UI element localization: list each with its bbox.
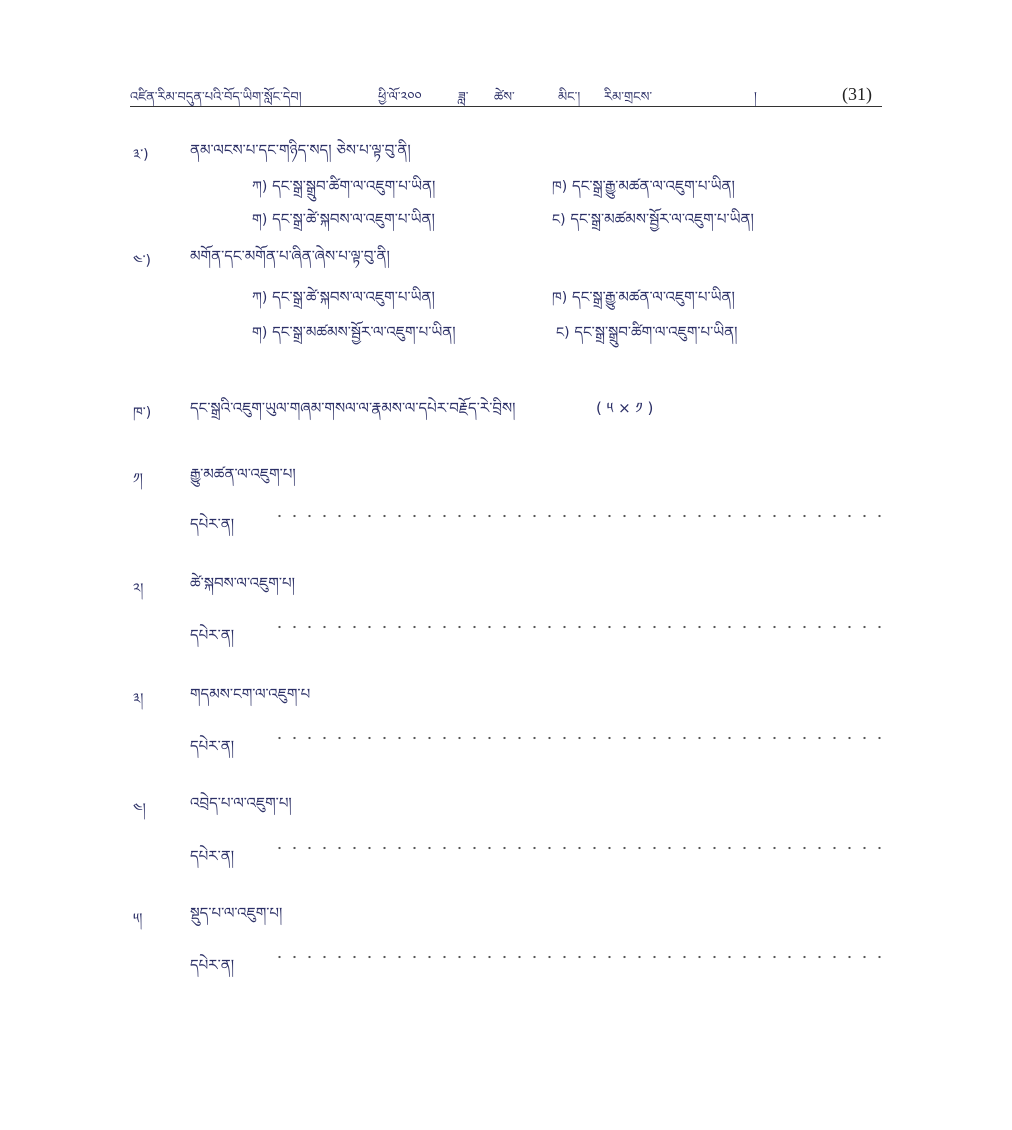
item-text: ཚེ་སྐབས་ལ་འཇུག་པ། [190, 574, 295, 592]
question-text: མགོན་དང་མགོན་པ་ཞིན་ཞེས་པ་ལྟ་བུ་ནི། [190, 247, 390, 265]
answer-line[interactable] [272, 514, 882, 518]
answer-label: དཔེར་ན། [190, 515, 235, 533]
item-number: ༡། [133, 471, 143, 487]
option-label: ག) [252, 325, 268, 341]
answer-line[interactable] [272, 736, 882, 740]
item-text: རྒྱུ་མཚན་ལ་འཇུག་པ། [190, 465, 296, 483]
option-label: ང) [556, 325, 570, 341]
answer-label: དཔེར་ན། [190, 956, 235, 974]
page-header [130, 80, 882, 106]
rank-field: རིམ་གྲངས་ [604, 90, 653, 105]
question-number: ༣་) [133, 147, 149, 163]
book-title: འཛིན་རིམ་བདུན་པའི་བོད་ཡིག་སློང་དེབ། [130, 90, 302, 105]
date-field: ཚེས་ [494, 90, 515, 105]
answer-label: དཔེར་ན། [190, 847, 235, 865]
year-field: ཕྱི་ལོ་༢༠༠ [378, 90, 422, 105]
answer-line[interactable] [272, 625, 882, 629]
item-number: ༤། [133, 801, 146, 817]
option-text: དང་སྒྲ་རྒྱུ་མཚན་ལ་འཇུག་པ་ཡིན། [572, 288, 735, 306]
option-label: ཀ) [252, 290, 268, 306]
option-item [252, 316, 456, 358]
option-label: ང) [552, 212, 566, 228]
page-number: (31) [842, 84, 872, 104]
option-text: དང་སྒྲ་རྒྱུ་མཚན་ལ་འཇུག་པ་ཡིན། [572, 177, 735, 195]
header-separator: ། [754, 90, 757, 105]
answer-line[interactable] [272, 955, 882, 959]
option-text: དང་སྒྲ་སྒྲུབ་ཚིག་ལ་འཇུག་པ་ཡིན། [272, 177, 436, 195]
option-text: དང་སྒྲ་ཚེ་སྐབས་ལ་འཇུག་པ་ཡིན། [272, 210, 435, 228]
option-item [252, 203, 435, 245]
option-text: དང་སྒྲ་སྒྲུབ་ཚིག་ལ་འཇུག་པ་ཡིན། [574, 323, 738, 341]
item-number: ༣། [133, 691, 144, 707]
question-number: ༤་) [133, 253, 152, 269]
item-text: འབྲེད་པ་ལ་འཇུག་པ། [190, 794, 292, 812]
header-rule [130, 106, 882, 107]
name-field: མིང་། [558, 90, 581, 105]
option-text: དང་སྒྲ་མཚམས་སྦྱོར་ལ་འཇུག་པ་ཡིན། [272, 323, 456, 341]
option-label: ཀ) [252, 179, 268, 195]
item-number: ༢། [133, 581, 144, 597]
item-text: གདམས་ངག་ལ་འཇུག་པ [190, 685, 311, 703]
section-label: ཁ་) [133, 405, 152, 421]
option-text: དང་སྒྲ་ཚེ་སྐབས་ལ་འཇུག་པ་ཡིན། [272, 288, 435, 306]
option-item [556, 316, 738, 358]
answer-line[interactable] [272, 846, 882, 850]
answer-label: དཔེར་ན། [190, 737, 235, 755]
question-text: ནམ་ལངས་པ་དང་གཉིད་སད། ཅེས་པ་ལྟ་བུ་ནི། [190, 141, 411, 159]
option-label: ཁ) [552, 290, 568, 306]
option-text: དང་སྒྲ་མཚམས་སྦྱོར་ལ་འཇུག་པ་ཡིན། [570, 210, 754, 228]
option-item [552, 203, 754, 245]
option-label: ག) [252, 212, 268, 228]
item-text: སྡུད་པ་ལ་འཇུག་པ། [190, 904, 283, 922]
section-marks: ( ༥ × ༡ ) [596, 399, 654, 417]
option-label: ཁ) [552, 179, 568, 195]
section-instruction: དང་སྒྲའི་འཇུག་ཡུལ་གཞམ་གསལ་ལ་རྣམས་ལ་དཔེར་བརྗོད་རེ་བྲིས། [190, 399, 516, 417]
item-number: ༥། [133, 911, 143, 927]
month-field: ཟླ་ [458, 90, 469, 105]
answer-label: དཔེར་ན། [190, 626, 235, 644]
